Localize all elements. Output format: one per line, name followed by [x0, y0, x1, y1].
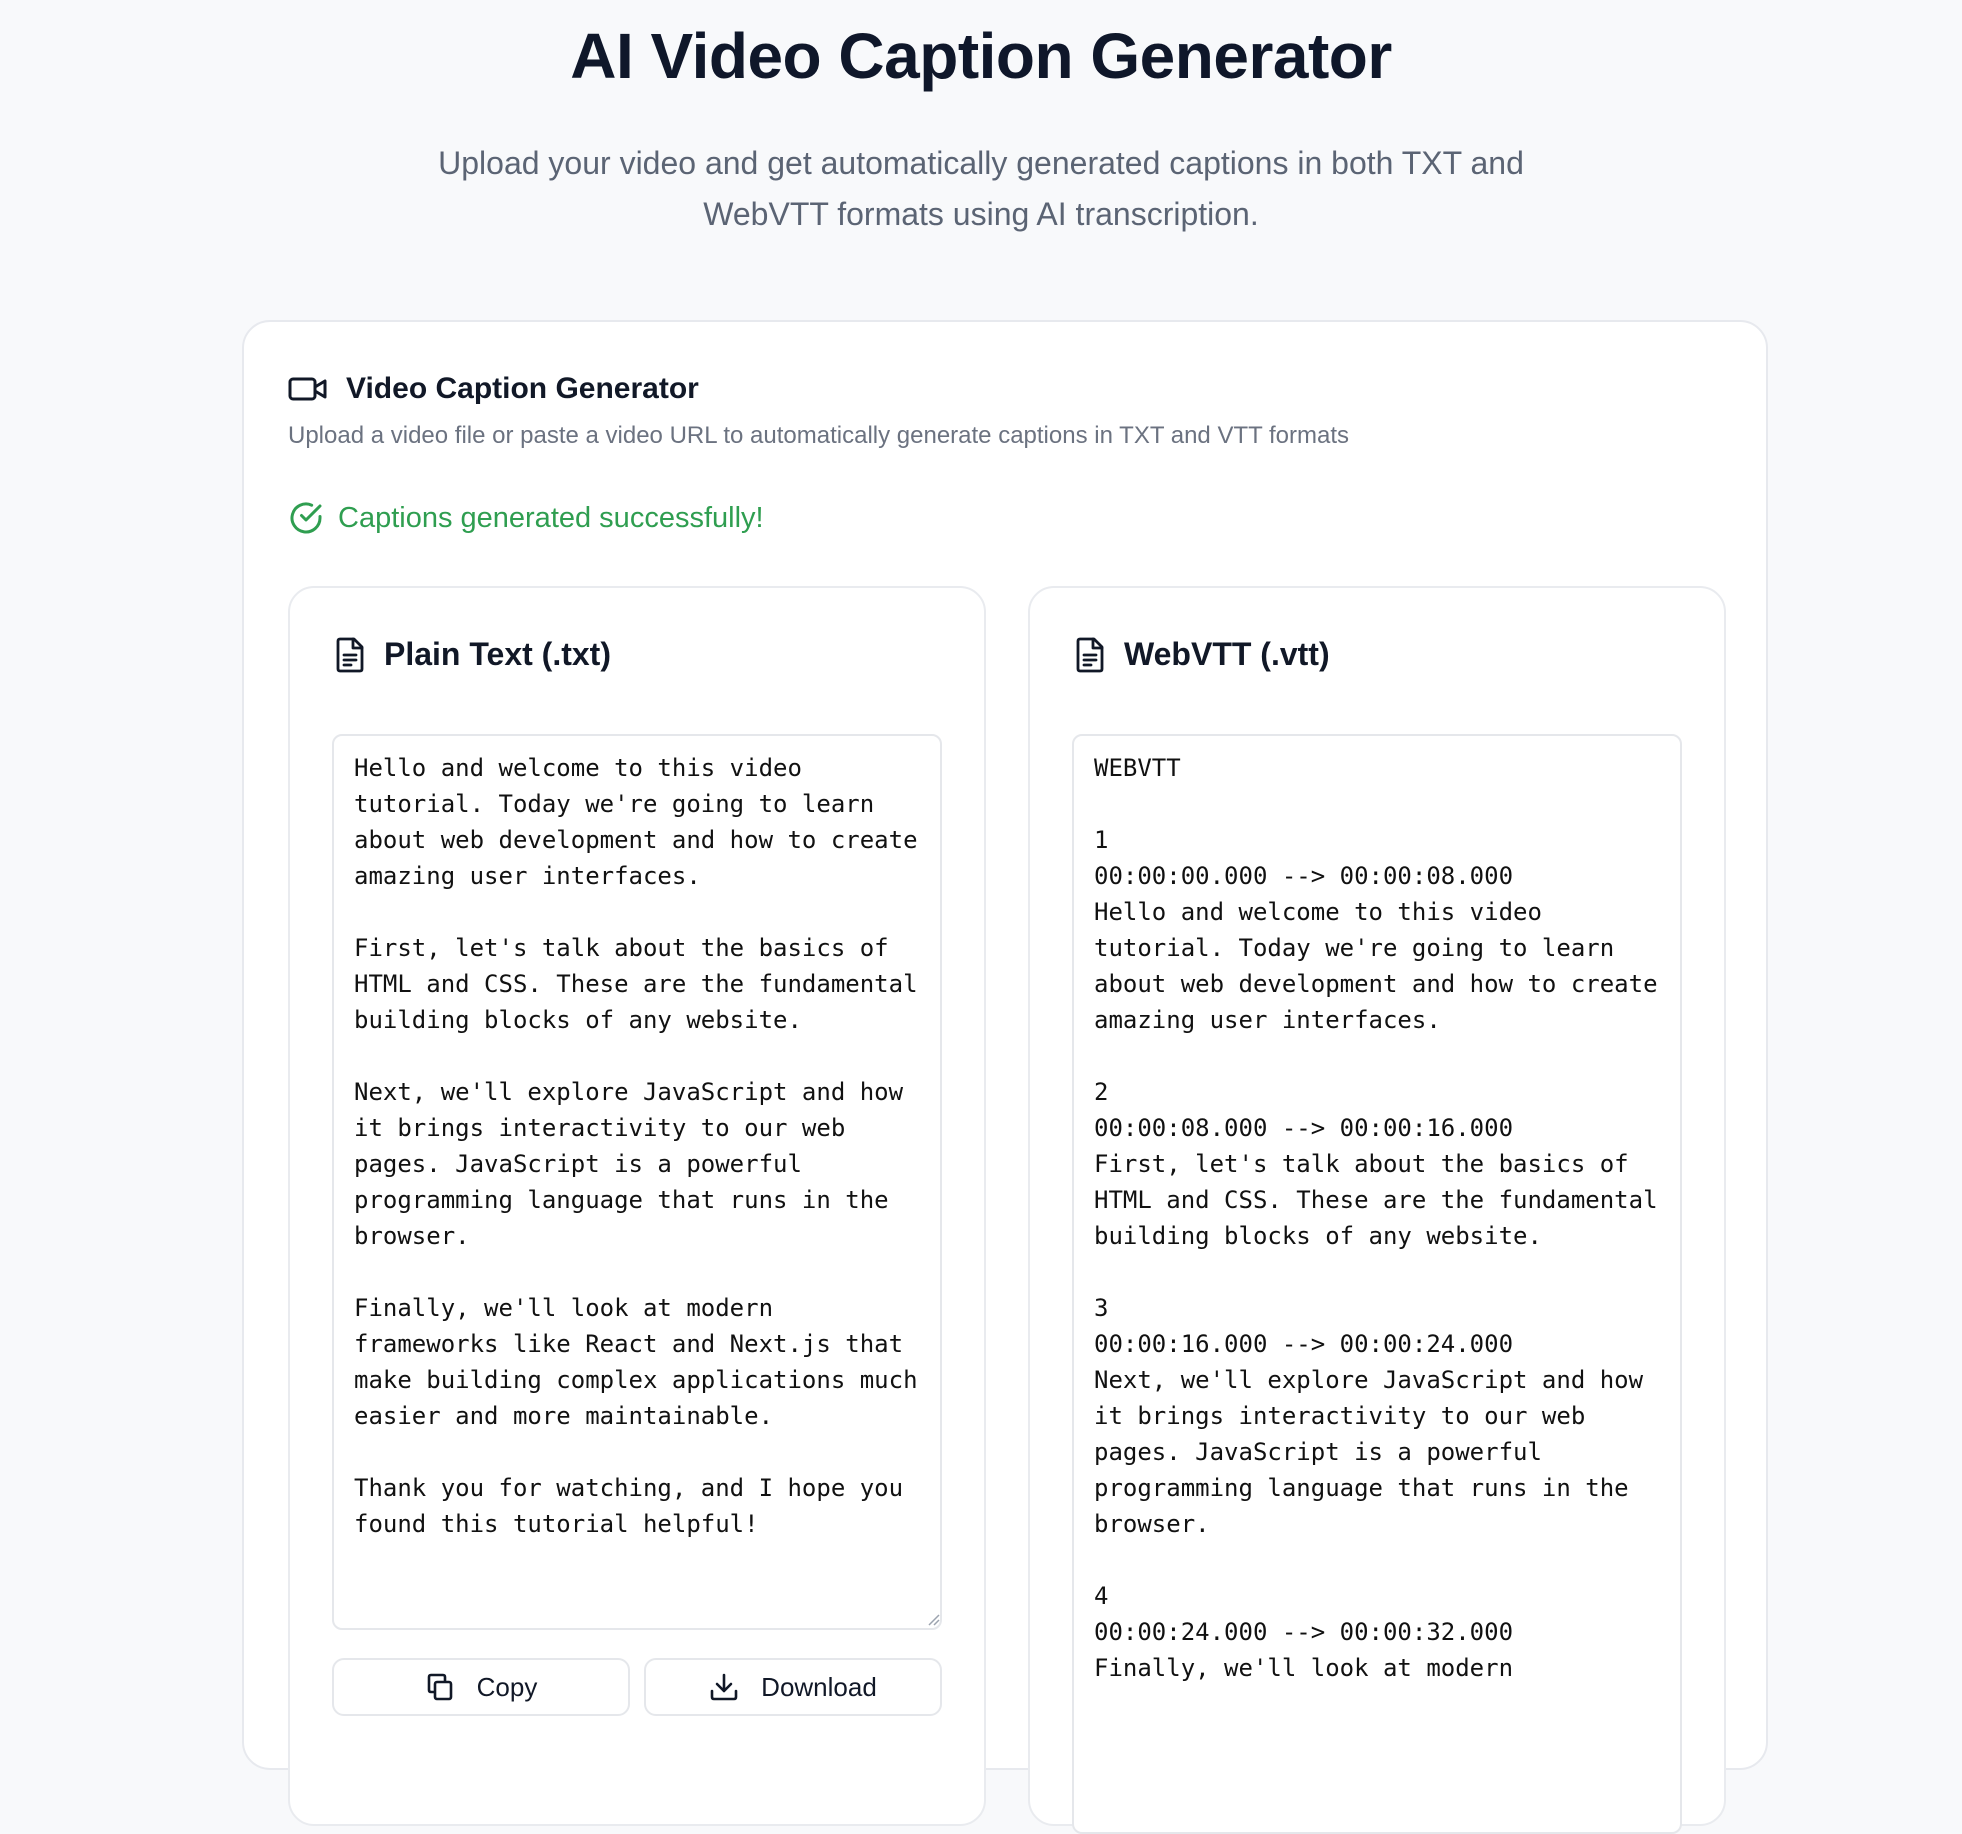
- vtt-caption-textarea[interactable]: WEBVTT 1 00:00:00.000 --> 00:00:08.000 Hello and welcome to this video tutorial. Today we're going to learn about web development and how to create amazing user interfaces. 2 00:00:08.000 --> 00:00:16.000 First, let's talk about the basics of HTML and CSS. These are the fundamental building blocks of any website. 3 00:00:16.000 --> 00:00:24.000 Next, we'll explore JavaScript and how it brings interactivity to our web pages. JavaScript is a powerful programming language that runs in the browser. 4 00:00:24.000 --> 00:00:32.000 Finally, we'll look at modern: [1072, 734, 1682, 1834]
- caption-generator-card: [242, 320, 1768, 1770]
- card-header: [288, 372, 699, 406]
- file-text-icon: [1074, 637, 1106, 673]
- txt-panel: [288, 586, 986, 1826]
- vtt-panel: [1028, 586, 1726, 1826]
- download-button-label: Download: [761, 1671, 877, 1702]
- success-message: [288, 500, 764, 536]
- txt-panel-header: [334, 636, 611, 673]
- file-text-icon: [334, 637, 366, 673]
- download-icon: [709, 1672, 739, 1702]
- video-camera-icon: [288, 374, 328, 404]
- txt-panel-title: Plain Text (.txt): [384, 636, 611, 672]
- card-description: Upload a video file or paste a video URL to automatically generate captions in TXT and VTT formats: [288, 422, 1350, 449]
- vtt-panel-title: WebVTT (.vtt): [1124, 636, 1330, 672]
- copy-icon: [425, 1672, 455, 1702]
- resize-grip-icon[interactable]: [926, 1612, 940, 1626]
- page-title: AI Video Caption Generator: [570, 20, 1392, 92]
- status-text: Captions generated successfully!: [338, 501, 764, 534]
- page-subtitle: Upload your video and get automatically generated captions in both TXT and WebVTT formats using AI transcription.: [438, 145, 1524, 232]
- check-circle-icon: [288, 500, 324, 536]
- txt-caption-textarea[interactable]: Hello and welcome to this video tutorial. Today we're going to learn about web development and how to create amazing user interfaces. First, let's talk about the basics of HTML and CSS. These are the fundamental building blocks of any website. Next, we'll explore JavaScript and how it brings interactivity to our web pages. JavaScript is a powerful programming language that runs in the browser. Finally, we'll look at modern frameworks like React and Next.js that make building complex applications much easier and more maintainable. Thank you for watching, and I hope you found this tutorial helpful!: [332, 734, 942, 1630]
- copy-button[interactable]: [332, 1658, 630, 1716]
- download-button[interactable]: [644, 1658, 942, 1716]
- vtt-panel-header: [1074, 636, 1330, 673]
- copy-button-label: Copy: [476, 1671, 538, 1702]
- page-header: [0, 0, 1962, 240]
- card-title: Video Caption Generator: [346, 372, 699, 405]
